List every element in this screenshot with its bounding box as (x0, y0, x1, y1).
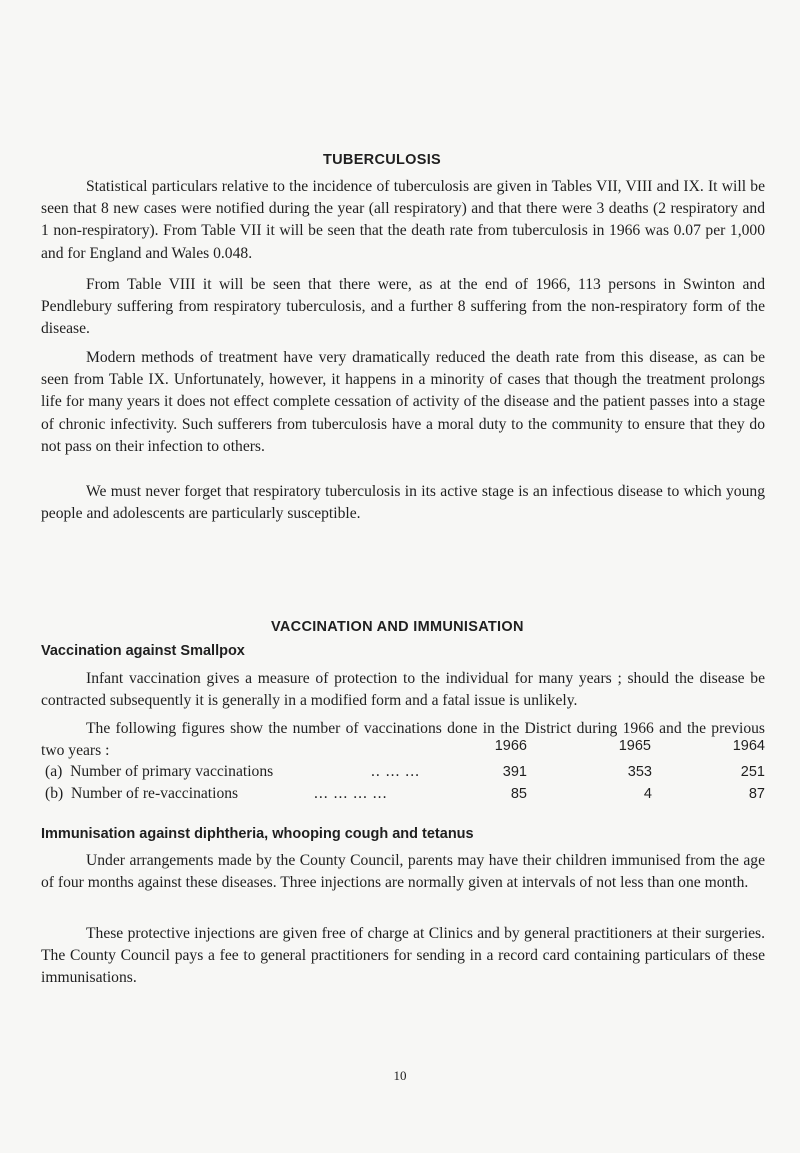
tuberculosis-paragraph-2: From Table VIII it will be seen that there were, as at the end of 1966, 113 persons in Swinton and Pendlebury suffering from respiratory tuberculosis, and a further 8 suffering from the non-respiratory form of the disease. (41, 276, 765, 338)
page-number: 10 (393, 1068, 407, 1083)
year-header-1965: 1965 (618, 738, 651, 754)
row-label: (a) Number of primary vaccinations (45, 763, 274, 780)
figures-intro: The following figures show the number of vaccinations done in the District during 1966 and the previous two years : (41, 720, 765, 760)
value-1966: 85 (510, 786, 527, 802)
smallpox-subheading: Vaccination against Smallpox (41, 643, 245, 659)
immunisation-subheading: Immunisation against diphtheria, whooping cough and tetanus (41, 826, 474, 842)
table-row (41, 783, 765, 805)
value-1966: 391 (502, 764, 527, 780)
year-header-1964: 1964 (732, 738, 765, 754)
row-leader-dots: ... ... ... ... (314, 785, 388, 802)
value-1964: 87 (748, 786, 765, 802)
immunisation-paragraph-1: Under arrangements made by the County Council, parents may have their children immunised from the age of four months against these diseases. Three injections are normally given at intervals of not less than one month. (41, 852, 765, 892)
tuberculosis-heading: TUBERCULOSIS (323, 152, 441, 168)
vaccination-heading: VACCINATION AND IMMUNISATION (271, 619, 524, 635)
year-header-1966: 1966 (494, 738, 527, 754)
value-1965: 353 (627, 764, 652, 780)
tuberculosis-paragraph-4: We must never forget that respiratory tuberculosis in its active stage is an infectious disease to which young people and adolescents are particularly susceptible. (41, 483, 765, 523)
immunisation-paragraph-2: These protective injections are given free of charge at Clinics and by general practitioners at their surgeries. The County Council pays a fee to general practitioners for sending in a record card containing particulars of these immunisations. (41, 925, 765, 987)
value-1965: 4 (643, 786, 652, 802)
smallpox-paragraph: Infant vaccination gives a measure of protection to the individual for many years ; should the disease be contracted subsequently it is generally in a modified form and a fatal issue is unlikely. (41, 670, 765, 710)
tuberculosis-paragraph-3: Modern methods of treatment have very dramatically reduced the death rate from this disease, as can be seen from Table IX. Unfortunately, however, it happens in a minority of cases that though the treatment prolongs life for many years it does not effect complete cessation of activity of the disease and the patient passes into a stage of chronic infectivity. Such sufferers from tuberculosis have a moral duty to the community to ensure that they do not pass on their infection to others. (41, 349, 765, 455)
table-row (41, 761, 765, 783)
row-leader-dots: .. ... ... (371, 763, 420, 780)
value-1964: 251 (740, 764, 765, 780)
row-label: (b) Number of re-vaccinations (45, 785, 239, 802)
tuberculosis-paragraph-1: Statistical particulars relative to the incidence of tuberculosis are given in Tables VII, VIII and IX. It will be seen that 8 new cases were notified during the year (all respiratory) and that there were 3 deaths (2 respiratory and 1 non-respiratory). From Table VII it will be seen that the death rate from tuberculosis in 1966 was 0.07 per 1,000 and for England and Wales 0.048. (41, 178, 765, 262)
